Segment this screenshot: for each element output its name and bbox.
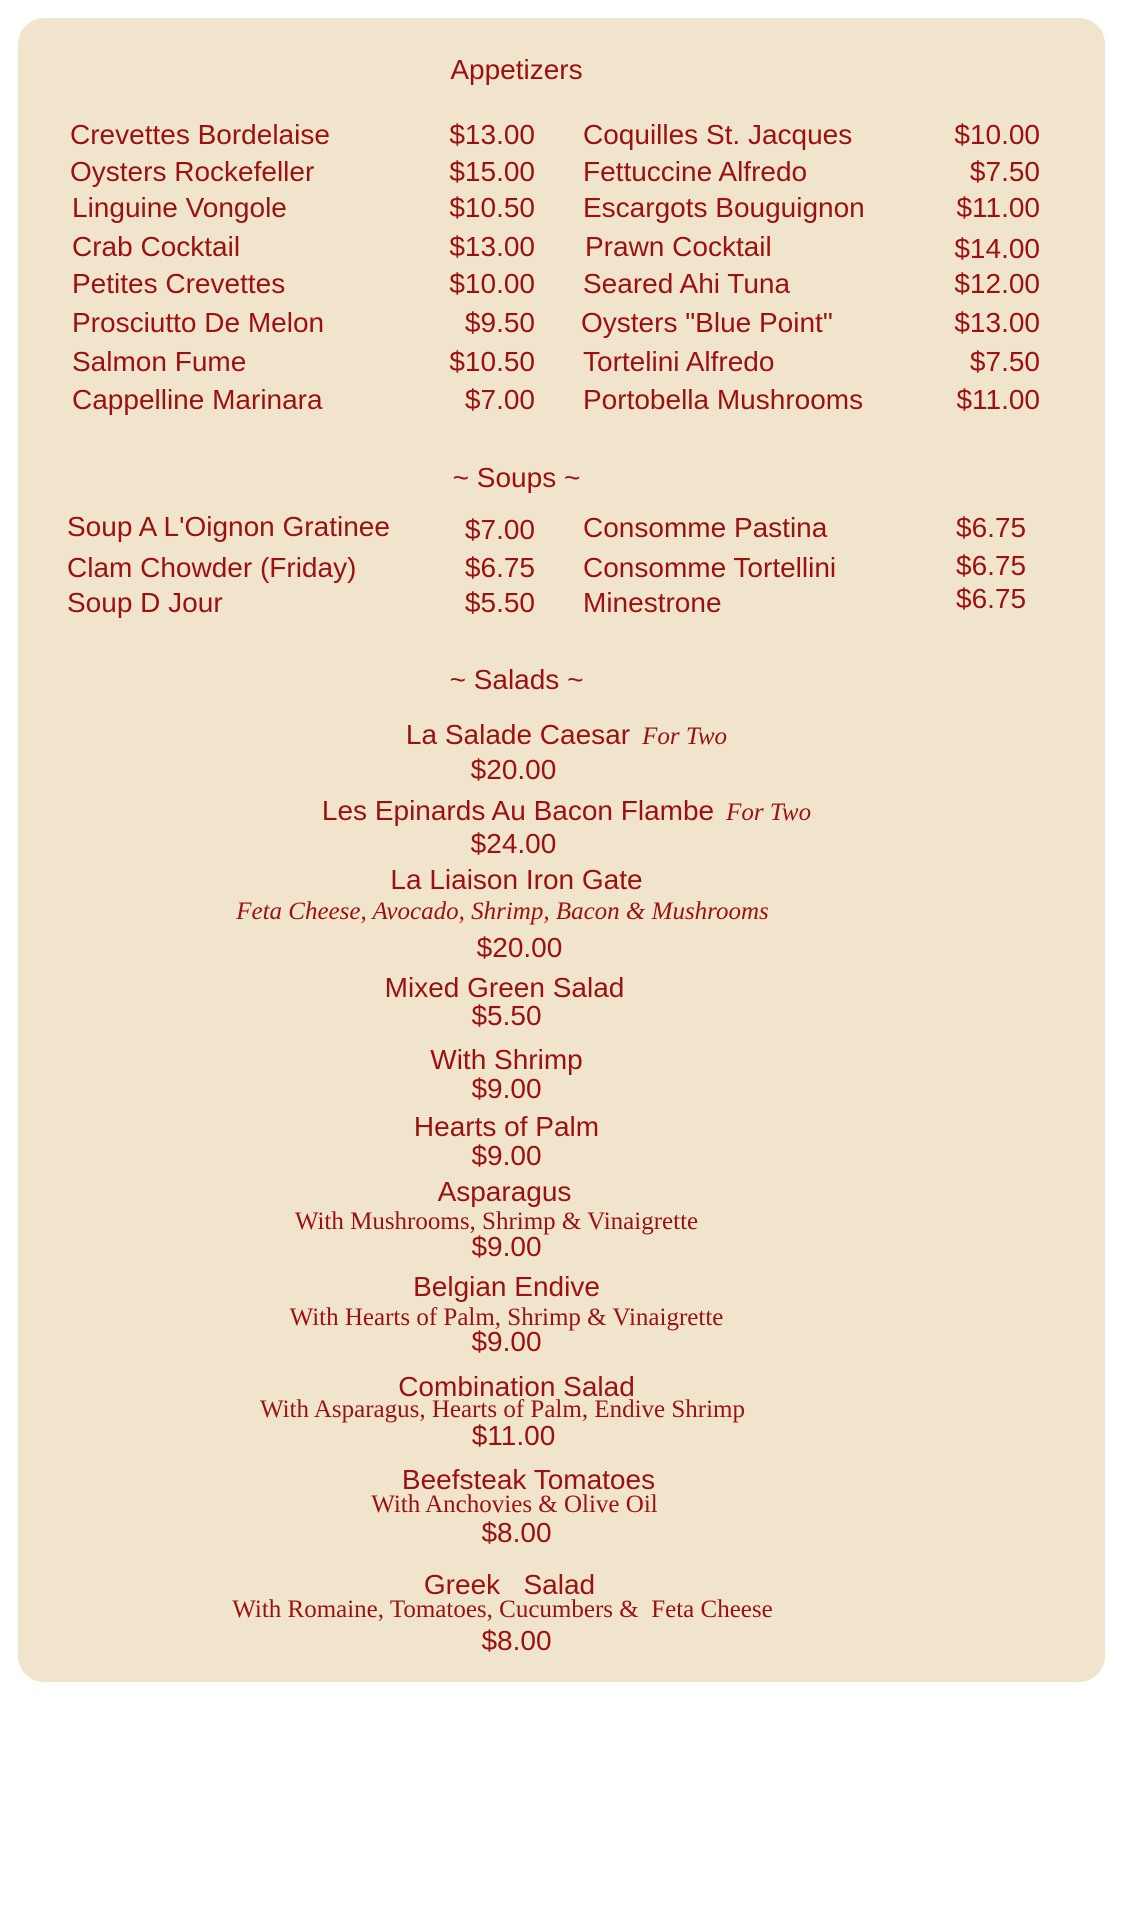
menu-item-name: Soup D Jour xyxy=(67,587,223,618)
menu-item-price: $12.00 xyxy=(954,268,1040,299)
menu-item-name: Linguine Vongole xyxy=(72,192,287,223)
salad-description: With Mushrooms, Shrimp & Vinaigrette xyxy=(294,1208,699,1235)
menu-item-price: $7.00 xyxy=(464,514,535,545)
salad-name: Belgian Endive xyxy=(413,1271,600,1302)
salads-heading: ~ Salads ~ xyxy=(449,664,584,695)
salad-description: With Romaine, Tomatoes, Cucumbers & Feta Cheese xyxy=(232,1596,773,1623)
menu-item-name: Crevettes Bordelaise xyxy=(70,119,330,150)
menu-item-name: Consomme Pastina xyxy=(583,512,828,543)
menu-item-name: Cappelline Marinara xyxy=(72,384,323,415)
soups-heading: ~ Soups ~ xyxy=(452,462,581,493)
salad-name: Combination Salad xyxy=(398,1371,635,1402)
salad-description: With Asparagus, Hearts of Palm, Endive Shrimp xyxy=(259,1396,746,1423)
menu-item-name: Soup A L'Oignon Gratinee xyxy=(67,511,390,542)
salad-price: $5.50 xyxy=(471,1000,542,1031)
salad-price: $9.00 xyxy=(471,1140,542,1171)
menu-item-price: $13.00 xyxy=(449,119,535,150)
menu-item-name: Tortelini Alfredo xyxy=(583,346,775,377)
salad-name: Mixed Green Salad xyxy=(384,972,625,1003)
salad-price: $20.00 xyxy=(476,932,563,963)
menu-item-price: $10.00 xyxy=(449,268,535,299)
salad-name: Asparagus xyxy=(437,1176,572,1207)
menu-item-name: Escargots Bouguignon xyxy=(583,192,865,223)
menu-item-price: $6.75 xyxy=(956,512,1027,543)
menu-item-price: $10.50 xyxy=(449,192,535,223)
menu-item-name: Minestrone xyxy=(583,587,722,618)
menu-item-name: Coquilles St. Jacques xyxy=(583,119,853,150)
menu-item-price: $7.50 xyxy=(969,346,1040,377)
salad-note: For Two xyxy=(642,723,728,750)
menu-item-price: $10.00 xyxy=(954,119,1040,150)
salad-note: For Two xyxy=(726,799,812,826)
salad-item xyxy=(0,795,1133,827)
salad-name: With Shrimp xyxy=(430,1044,583,1075)
salad-description: With Hearts of Palm, Shrimp & Vinaigrette xyxy=(289,1304,724,1331)
menu-item-price: $10.50 xyxy=(449,346,535,377)
menu-item-name: Portobella Mushrooms xyxy=(583,384,864,415)
menu-item-name: Oysters "Blue Point" xyxy=(581,307,833,338)
menu-item-price: $11.00 xyxy=(956,192,1040,223)
salad-price: $20.00 xyxy=(470,754,557,785)
menu-item-price: $15.00 xyxy=(449,156,535,187)
menu-item-name: Salmon Fume xyxy=(72,346,247,377)
menu-item-name: Petites Crevettes xyxy=(72,268,286,299)
menu-item-price: $7.00 xyxy=(464,384,535,415)
menu-item-name: Fettuccine Alfredo xyxy=(583,156,808,187)
salad-description: Feta Cheese, Avocado, Shrimp, Bacon & Mushrooms xyxy=(236,898,769,925)
salad-price: $8.00 xyxy=(481,1625,552,1656)
salad-item xyxy=(0,719,1133,751)
menu-item-price: $5.50 xyxy=(464,587,535,618)
salad-price: $9.00 xyxy=(471,1073,542,1104)
menu-item-name: Oysters Rockefeller xyxy=(70,156,315,187)
appetizers-heading: Appetizers xyxy=(450,54,583,85)
salad-name: La Liaison Iron Gate xyxy=(390,864,643,895)
menu-item-name: Seared Ahi Tuna xyxy=(583,268,791,299)
salad-name: Greek Salad xyxy=(423,1569,596,1600)
salad-description: With Anchovies & Olive Oil xyxy=(371,1491,658,1518)
salad-name: Les Epinards Au Bacon Flambe xyxy=(321,795,715,826)
menu-item-price: $6.75 xyxy=(956,550,1027,581)
menu-item-price: $13.00 xyxy=(954,307,1040,338)
menu-item-name: Crab Cocktail xyxy=(72,231,241,262)
menu-item-price: $13.00 xyxy=(449,231,535,262)
salad-name: Hearts of Palm xyxy=(413,1111,600,1142)
salad-price: $9.00 xyxy=(471,1326,542,1357)
salad-price: $11.00 xyxy=(471,1420,556,1451)
menu-item-name: Clam Chowder (Friday) xyxy=(67,552,357,583)
menu-item-price: $7.50 xyxy=(969,156,1040,187)
menu-item-price: $14.00 xyxy=(954,233,1040,264)
menu-item-name: Prosciutto De Melon xyxy=(72,307,325,338)
menu-item-name: Prawn Cocktail xyxy=(585,231,772,262)
salad-price: $8.00 xyxy=(481,1517,552,1548)
menu-item-price: $6.75 xyxy=(464,552,535,583)
menu-item-price: $11.00 xyxy=(956,384,1040,415)
menu-item-price: $6.75 xyxy=(956,583,1027,614)
salad-price: $24.00 xyxy=(470,828,557,859)
salad-name: Beefsteak Tomatoes xyxy=(401,1464,656,1495)
menu-item-price: $9.50 xyxy=(464,307,535,338)
salad-price: $9.00 xyxy=(471,1231,542,1262)
salad-name: La Salade Caesar xyxy=(405,719,631,750)
menu-item-name: Consomme Tortellini xyxy=(583,552,837,583)
